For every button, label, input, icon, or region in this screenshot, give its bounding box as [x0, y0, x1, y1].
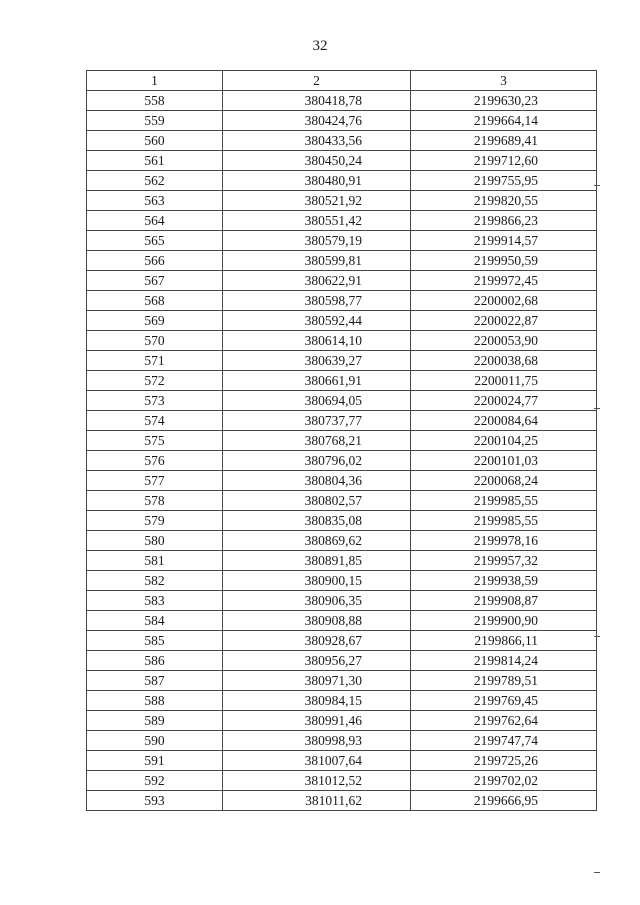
y-coordinate-cell: 2199957,32 — [411, 551, 597, 571]
scan-margin-mark — [594, 872, 600, 873]
point-number-cell: 566 — [87, 251, 223, 271]
point-number-cell: 574 — [87, 411, 223, 431]
x-coordinate-cell: 380804,36 — [223, 471, 411, 491]
x-coordinate-cell: 380928,67 — [223, 631, 411, 651]
point-number-cell: 577 — [87, 471, 223, 491]
y-coordinate-cell: 2200011,75 — [411, 371, 597, 391]
table-row — [87, 731, 597, 751]
y-coordinate-cell: 2200053,90 — [411, 331, 597, 351]
point-number-cell: 562 — [87, 171, 223, 191]
x-coordinate-cell: 380991,46 — [223, 711, 411, 731]
point-number-cell: 578 — [87, 491, 223, 511]
point-number-cell: 584 — [87, 611, 223, 631]
table-row — [87, 111, 597, 131]
y-coordinate-cell: 2199702,02 — [411, 771, 597, 791]
y-coordinate-cell: 2199689,41 — [411, 131, 597, 151]
point-number-cell: 571 — [87, 351, 223, 371]
y-coordinate-cell: 2199950,59 — [411, 251, 597, 271]
y-coordinate-cell: 2199908,87 — [411, 591, 597, 611]
y-coordinate-cell: 2199914,57 — [411, 231, 597, 251]
y-coordinate-cell: 2199712,60 — [411, 151, 597, 171]
scan-margin-mark — [594, 408, 600, 409]
x-coordinate-cell: 380869,62 — [223, 531, 411, 551]
table-row — [87, 211, 597, 231]
table-row — [87, 91, 597, 111]
point-number-cell: 567 — [87, 271, 223, 291]
table-row — [87, 491, 597, 511]
column-header-point-number: 1 — [87, 71, 223, 91]
table-row — [87, 551, 597, 571]
x-coordinate-cell: 380737,77 — [223, 411, 411, 431]
y-coordinate-cell: 2199747,74 — [411, 731, 597, 751]
x-coordinate-cell: 380521,92 — [223, 191, 411, 211]
table-row — [87, 771, 597, 791]
y-coordinate-cell: 2199972,45 — [411, 271, 597, 291]
scan-margin-mark — [594, 636, 600, 637]
table-row — [87, 531, 597, 551]
point-number-cell: 581 — [87, 551, 223, 571]
y-coordinate-cell: 2199866,11 — [411, 631, 597, 651]
x-coordinate-cell: 380450,24 — [223, 151, 411, 171]
y-coordinate-cell: 2199985,55 — [411, 511, 597, 531]
table-row — [87, 411, 597, 431]
table-row — [87, 191, 597, 211]
y-coordinate-cell: 2199985,55 — [411, 491, 597, 511]
table-row — [87, 431, 597, 451]
table-row — [87, 671, 597, 691]
point-number-cell: 589 — [87, 711, 223, 731]
x-coordinate-cell: 380998,93 — [223, 731, 411, 751]
point-number-cell: 565 — [87, 231, 223, 251]
table-row — [87, 451, 597, 471]
x-coordinate-cell: 381012,52 — [223, 771, 411, 791]
x-coordinate-cell: 380418,78 — [223, 91, 411, 111]
point-number-cell: 586 — [87, 651, 223, 671]
x-coordinate-cell: 380579,19 — [223, 231, 411, 251]
y-coordinate-cell: 2199789,51 — [411, 671, 597, 691]
point-number-cell: 592 — [87, 771, 223, 791]
y-coordinate-cell: 2200101,03 — [411, 451, 597, 471]
point-number-cell: 561 — [87, 151, 223, 171]
x-coordinate-cell: 380661,91 — [223, 371, 411, 391]
point-number-cell: 591 — [87, 751, 223, 771]
point-number-cell: 590 — [87, 731, 223, 751]
x-coordinate-cell: 380592,44 — [223, 311, 411, 331]
y-coordinate-cell: 2199814,24 — [411, 651, 597, 671]
point-number-cell: 575 — [87, 431, 223, 451]
scan-margin-mark — [594, 185, 600, 186]
y-coordinate-cell: 2200038,68 — [411, 351, 597, 371]
x-coordinate-cell: 380971,30 — [223, 671, 411, 691]
point-number-cell: 593 — [87, 791, 223, 811]
y-coordinate-cell: 2200022,87 — [411, 311, 597, 331]
x-coordinate-cell: 380768,21 — [223, 431, 411, 451]
table-row — [87, 631, 597, 651]
x-coordinate-cell: 380551,42 — [223, 211, 411, 231]
y-coordinate-cell: 2199938,59 — [411, 571, 597, 591]
point-number-cell: 585 — [87, 631, 223, 651]
y-coordinate-cell: 2199725,26 — [411, 751, 597, 771]
point-number-cell: 582 — [87, 571, 223, 591]
y-coordinate-cell: 2199755,95 — [411, 171, 597, 191]
coordinates-table — [86, 70, 597, 811]
y-coordinate-cell: 2199820,55 — [411, 191, 597, 211]
table-row — [87, 331, 597, 351]
table-body — [87, 91, 597, 811]
table-row — [87, 471, 597, 491]
y-coordinate-cell: 2200068,24 — [411, 471, 597, 491]
table-row — [87, 391, 597, 411]
point-number-cell: 587 — [87, 671, 223, 691]
header-row — [87, 71, 597, 91]
table-row — [87, 291, 597, 311]
table-row — [87, 231, 597, 251]
x-coordinate-cell: 380908,88 — [223, 611, 411, 631]
y-coordinate-cell: 2199762,64 — [411, 711, 597, 731]
point-number-cell: 560 — [87, 131, 223, 151]
table-row — [87, 711, 597, 731]
x-coordinate-cell: 381011,62 — [223, 791, 411, 811]
point-number-cell: 579 — [87, 511, 223, 531]
column-header-y-coordinate: 3 — [411, 71, 597, 91]
table-row — [87, 691, 597, 711]
table-row — [87, 511, 597, 531]
x-coordinate-cell: 380891,85 — [223, 551, 411, 571]
x-coordinate-cell: 380984,15 — [223, 691, 411, 711]
y-coordinate-cell: 2199630,23 — [411, 91, 597, 111]
table-row — [87, 591, 597, 611]
y-coordinate-cell: 2200024,77 — [411, 391, 597, 411]
y-coordinate-cell: 2199866,23 — [411, 211, 597, 231]
y-coordinate-cell: 2199664,14 — [411, 111, 597, 131]
table-row — [87, 351, 597, 371]
point-number-cell: 572 — [87, 371, 223, 391]
x-coordinate-cell: 380480,91 — [223, 171, 411, 191]
x-coordinate-cell: 381007,64 — [223, 751, 411, 771]
x-coordinate-cell: 380900,15 — [223, 571, 411, 591]
column-header-x-coordinate: 2 — [223, 71, 411, 91]
table-row — [87, 651, 597, 671]
point-number-cell: 559 — [87, 111, 223, 131]
page-number: 32 — [312, 38, 328, 54]
table-row — [87, 271, 597, 291]
point-number-cell: 558 — [87, 91, 223, 111]
x-coordinate-cell: 380614,10 — [223, 331, 411, 351]
table-row — [87, 151, 597, 171]
x-coordinate-cell: 380433,56 — [223, 131, 411, 151]
point-number-cell: 570 — [87, 331, 223, 351]
y-coordinate-cell: 2199769,45 — [411, 691, 597, 711]
y-coordinate-cell: 2200104,25 — [411, 431, 597, 451]
point-number-cell: 564 — [87, 211, 223, 231]
point-number-cell: 576 — [87, 451, 223, 471]
table-row — [87, 611, 597, 631]
x-coordinate-cell: 380599,81 — [223, 251, 411, 271]
table-row — [87, 311, 597, 331]
table-row — [87, 251, 597, 271]
table-row — [87, 171, 597, 191]
table-row — [87, 571, 597, 591]
point-number-cell: 569 — [87, 311, 223, 331]
table-row — [87, 791, 597, 811]
table-header — [87, 71, 597, 91]
point-number-cell: 573 — [87, 391, 223, 411]
point-number-cell: 583 — [87, 591, 223, 611]
table-row — [87, 131, 597, 151]
y-coordinate-cell: 2200002,68 — [411, 291, 597, 311]
x-coordinate-cell: 380956,27 — [223, 651, 411, 671]
table-row — [87, 751, 597, 771]
x-coordinate-cell: 380835,08 — [223, 511, 411, 531]
point-number-cell: 563 — [87, 191, 223, 211]
point-number-cell: 580 — [87, 531, 223, 551]
y-coordinate-cell: 2200084,64 — [411, 411, 597, 431]
x-coordinate-cell: 380598,77 — [223, 291, 411, 311]
x-coordinate-cell: 380424,76 — [223, 111, 411, 131]
table-row — [87, 371, 597, 391]
point-number-cell: 588 — [87, 691, 223, 711]
x-coordinate-cell: 380906,35 — [223, 591, 411, 611]
y-coordinate-cell: 2199666,95 — [411, 791, 597, 811]
x-coordinate-cell: 380622,91 — [223, 271, 411, 291]
y-coordinate-cell: 2199978,16 — [411, 531, 597, 551]
x-coordinate-cell: 380639,27 — [223, 351, 411, 371]
y-coordinate-cell: 2199900,90 — [411, 611, 597, 631]
point-number-cell: 568 — [87, 291, 223, 311]
x-coordinate-cell: 380796,02 — [223, 451, 411, 471]
x-coordinate-cell: 380694,05 — [223, 391, 411, 411]
x-coordinate-cell: 380802,57 — [223, 491, 411, 511]
